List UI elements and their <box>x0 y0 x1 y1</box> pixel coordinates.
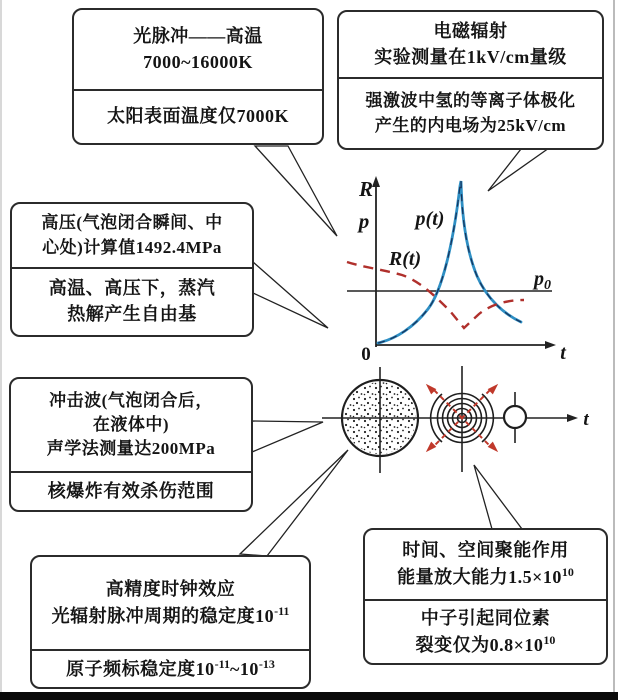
emission-arrow-up-left-icon <box>427 385 436 394</box>
high-pressure-line1: 高压(气泡闭合瞬间、中 <box>41 213 223 233</box>
clock-line2-exp: -11 <box>274 603 290 618</box>
callout-energy-top <box>365 530 606 599</box>
callout-high-pressure <box>10 202 254 337</box>
clock-note-exp2: -13 <box>258 656 275 671</box>
shockwave-line2: 在液体中) <box>92 414 170 434</box>
callout-tails <box>240 146 549 556</box>
energy-line2 <box>369 564 602 591</box>
em-radiation-line1: 电磁辐射 <box>433 20 508 41</box>
clock-line2 <box>36 603 305 630</box>
callout-energy <box>363 528 608 665</box>
high-pressure-note2: 热解产生自由基 <box>67 304 197 324</box>
bubble-axis-label: t <box>583 409 589 430</box>
clock-line2-text: 光辐射脉冲周期的稳定度10 <box>51 605 275 626</box>
tail-high-pressure <box>253 262 328 328</box>
chart-x-axis-arrow-icon <box>545 341 556 349</box>
tail-energy <box>474 465 522 529</box>
energy-note2-text: 裂变仅为0.8×10 <box>415 634 544 655</box>
light-pulse-line2: 7000~16000K <box>143 51 253 72</box>
callout-em-radiation-top <box>339 12 602 77</box>
energy-line2-exp: 10 <box>561 565 574 579</box>
bubble-timeline <box>322 366 589 473</box>
callout-high-pressure-bottom <box>12 267 252 335</box>
high-pressure-line2: 心处)计算值1492.4MPa <box>42 237 222 257</box>
callout-em-radiation-bottom <box>339 77 602 148</box>
energy-line2-text: 能量放大能力1.5×10 <box>397 567 562 587</box>
light-pulse-line1: 光脉冲——高温 <box>133 25 263 46</box>
energy-note2 <box>369 632 602 659</box>
callout-em-radiation <box>337 10 604 150</box>
callout-shockwave <box>9 377 253 512</box>
rp-chart <box>347 176 567 365</box>
bubble-axis-arrow-icon <box>567 414 578 422</box>
chart-x-label: t <box>560 342 566 364</box>
callout-high-pressure-top <box>12 204 252 267</box>
callout-light-pulse-bottom <box>74 89 322 143</box>
callout-shockwave-bottom <box>11 471 251 510</box>
page-bottom-bar <box>0 692 618 700</box>
energy-line1: 时间、空间聚能作用 <box>402 540 569 561</box>
clock-note-mid: ~10 <box>229 658 259 679</box>
callout-clock-bottom <box>32 649 309 687</box>
chart-origin-label: 0 <box>361 344 371 365</box>
r-curve-label: R(t) <box>388 248 422 270</box>
callout-energy-bottom <box>365 599 606 663</box>
emission-arrow-down-left-icon <box>427 443 436 452</box>
shockwave-line3: 声学法测量达200MPa <box>46 439 216 459</box>
light-pulse-note: 太阳表面温度仅7000K <box>106 106 289 127</box>
small-bubble <box>504 406 526 428</box>
energy-note1: 中子引起同位素 <box>420 607 551 628</box>
em-radiation-note1: 强激波中氢的等离子体极化 <box>365 91 576 111</box>
shockwave-line1: 冲击波(气泡闭合后， <box>49 390 213 410</box>
high-pressure-note1: 高温、高压下，蒸汽 <box>48 278 216 299</box>
callout-clock <box>30 555 311 689</box>
p-curve-label: p(t) <box>415 208 445 230</box>
emission-arrow-down-right-icon <box>489 443 498 452</box>
chart-y-label-p: p <box>358 209 370 233</box>
callout-shockwave-top <box>11 379 251 471</box>
tail-light-pulse <box>255 146 337 236</box>
clock-note-exp1: -11 <box>214 656 230 671</box>
callout-light-pulse <box>72 8 324 145</box>
em-radiation-line2: 实验测量在1kV/cm量级 <box>374 46 567 67</box>
tail-shockwave <box>252 421 323 452</box>
shockwave-note: 核爆炸有效杀伤范围 <box>47 480 215 501</box>
callout-clock-top <box>32 557 309 649</box>
p0-label: $p_0$ <box>534 268 551 293</box>
emission-arrow-up-right-icon <box>489 385 498 394</box>
tail-em-radiation <box>488 148 549 191</box>
callout-light-pulse-top <box>74 10 322 89</box>
clock-note-text: 原子频标稳定度10 <box>66 658 215 679</box>
em-radiation-note2: 产生的内电场为25kV/cm <box>374 115 567 135</box>
chart-y-label-R: R <box>358 177 374 201</box>
clock-line1: 高精度时钟效应 <box>105 578 236 599</box>
energy-note2-exp: 10 <box>543 632 556 647</box>
tail-clock <box>240 450 348 556</box>
chart-y-axis-arrow-icon <box>372 176 380 187</box>
clock-note <box>36 656 305 683</box>
